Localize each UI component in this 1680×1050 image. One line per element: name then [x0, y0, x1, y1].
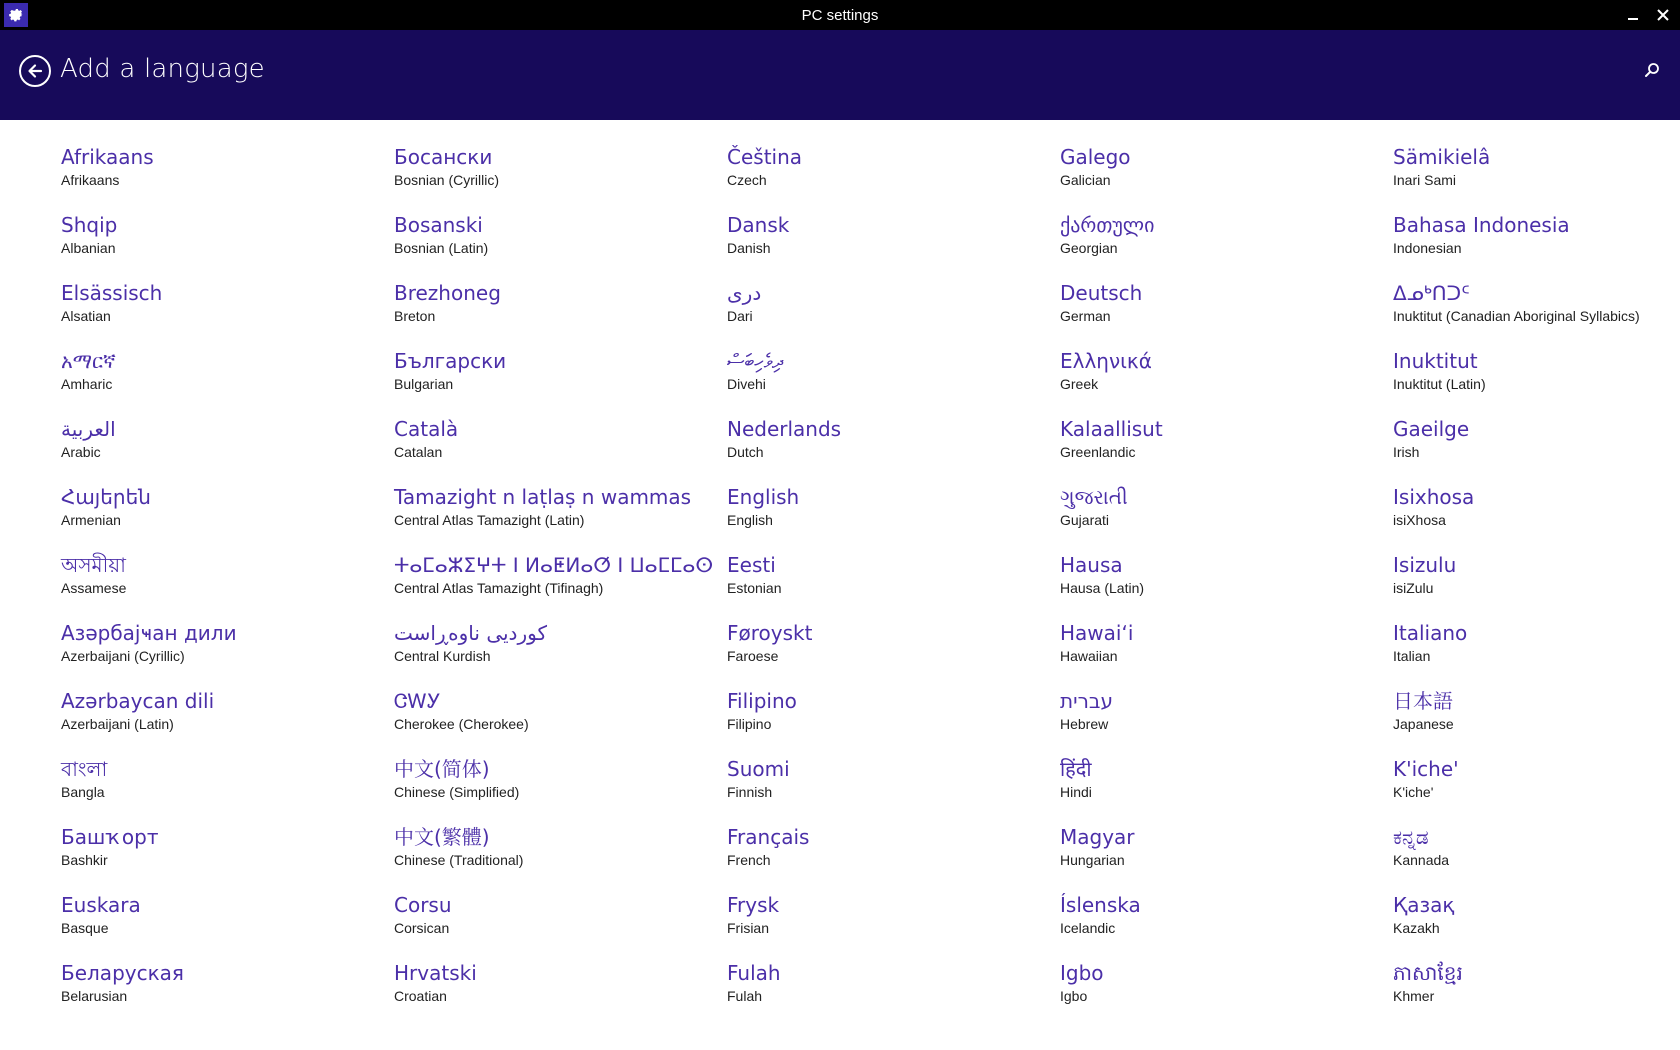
language-english-name: Bashkir — [61, 852, 108, 868]
language-english-name: Icelandic — [1060, 920, 1116, 936]
language-english-name: Chinese (Simplified) — [394, 784, 520, 800]
language-native-name: Isizulu — [1393, 553, 1457, 577]
language-item[interactable] — [727, 552, 1060, 620]
language-item[interactable] — [61, 280, 394, 348]
language-native-name: Азәрбајҹан дили — [61, 621, 237, 645]
language-item[interactable] — [1393, 960, 1680, 1028]
language-native-name: Corsu — [394, 893, 452, 917]
language-native-name: Elsässisch — [61, 281, 163, 305]
language-english-name: Azerbaijani (Cyrillic) — [61, 648, 185, 664]
language-item[interactable] — [1060, 824, 1393, 892]
language-item[interactable] — [394, 960, 727, 1028]
language-english-name: isiXhosa — [1393, 512, 1446, 528]
language-native-name: עברית — [1060, 689, 1113, 713]
language-english-name: Assamese — [61, 580, 127, 596]
language-native-name: Deutsch — [1060, 281, 1143, 305]
language-item[interactable] — [394, 416, 727, 484]
language-english-name: Finnish — [727, 784, 773, 800]
title-bar — [0, 0, 1680, 30]
language-native-name: Brezhoneg — [394, 281, 501, 305]
language-item[interactable] — [1393, 212, 1680, 280]
language-english-name: Faroese — [727, 648, 779, 664]
language-english-name: Kazakh — [1393, 920, 1440, 936]
language-item[interactable] — [1393, 552, 1680, 620]
language-native-name: Bahasa Indonesia — [1393, 213, 1570, 237]
language-item[interactable] — [61, 892, 394, 960]
language-english-name: Fulah — [727, 988, 763, 1004]
language-native-name: Босански — [394, 145, 493, 169]
page-header — [0, 30, 1680, 120]
language-native-name: K'iche' — [1393, 757, 1459, 781]
language-english-name: Arabic — [61, 444, 101, 460]
language-item[interactable] — [394, 484, 727, 552]
language-native-name: हिंदी — [1060, 757, 1092, 781]
language-native-name: Nederlands — [727, 417, 842, 441]
language-item[interactable] — [1060, 688, 1393, 756]
language-item[interactable] — [1060, 280, 1393, 348]
language-item[interactable] — [1060, 552, 1393, 620]
language-english-name: Basque — [61, 920, 109, 936]
window-title: PC settings — [801, 7, 879, 24]
language-native-name: Català — [394, 417, 459, 441]
language-list — [61, 144, 1661, 1024]
language-item[interactable] — [727, 416, 1060, 484]
language-native-name: Հայերեն — [61, 485, 151, 509]
language-item[interactable] — [394, 280, 727, 348]
language-english-name: Filipino — [727, 716, 772, 732]
language-english-name: Hawaiian — [1060, 648, 1118, 664]
language-item[interactable] — [1393, 892, 1680, 960]
language-native-name: Italiano — [1393, 621, 1468, 645]
language-item[interactable] — [1060, 484, 1393, 552]
language-english-name: Amharic — [61, 376, 113, 392]
language-english-name: Central Atlas Tamazight (Tifinagh) — [394, 580, 604, 596]
language-english-name: Bulgarian — [394, 376, 454, 392]
language-native-name: Inuktitut — [1393, 349, 1478, 373]
language-english-name: Catalan — [394, 444, 443, 460]
language-native-name: Қазақ — [1393, 893, 1455, 917]
language-native-name: বাংলা — [61, 757, 108, 781]
language-english-name: Chinese (Traditional) — [394, 852, 524, 868]
language-item[interactable] — [727, 688, 1060, 756]
language-native-name: Frysk — [727, 893, 780, 917]
language-item[interactable] — [727, 960, 1060, 1028]
language-native-name: Isixhosa — [1393, 485, 1475, 509]
language-english-name: Corsican — [394, 920, 450, 936]
back-arrow-icon[interactable] — [19, 55, 51, 87]
language-english-name: Georgian — [1060, 240, 1118, 256]
language-item[interactable] — [1060, 620, 1393, 688]
language-item[interactable] — [1393, 824, 1680, 892]
language-english-name: Dutch — [727, 444, 764, 460]
language-english-name: English — [727, 512, 773, 528]
language-english-name: Belarusian — [61, 988, 128, 1004]
language-native-name: Filipino — [727, 689, 797, 713]
language-native-name: Gaeilge — [1393, 417, 1470, 441]
language-english-name: Estonian — [727, 580, 782, 596]
language-item[interactable] — [1060, 756, 1393, 824]
page-title: Add a language — [60, 54, 265, 84]
language-english-name: Albanian — [61, 240, 116, 256]
language-english-name: Hausa (Latin) — [1060, 580, 1145, 596]
language-native-name: العربية — [61, 417, 116, 441]
language-item[interactable] — [1060, 892, 1393, 960]
language-item[interactable] — [394, 552, 727, 620]
language-native-name: Bosanski — [394, 213, 483, 237]
language-item[interactable] — [727, 620, 1060, 688]
language-item[interactable] — [61, 620, 394, 688]
language-item[interactable] — [1393, 144, 1680, 212]
language-english-name: Italian — [1393, 648, 1431, 664]
language-item[interactable] — [1060, 416, 1393, 484]
language-item[interactable] — [727, 348, 1060, 416]
language-native-name: 中文(简体) — [394, 757, 490, 781]
language-english-name: Czech — [727, 172, 767, 188]
language-native-name: Hausa — [1060, 553, 1123, 577]
language-english-name: Irish — [1393, 444, 1420, 460]
language-native-name: Suomi — [727, 757, 790, 781]
language-native-name: ދިވެހިބަސް — [727, 349, 783, 373]
language-item[interactable] — [727, 484, 1060, 552]
language-item[interactable] — [61, 824, 394, 892]
language-english-name: Central Kurdish — [394, 648, 491, 664]
language-english-name: Central Atlas Tamazight (Latin) — [394, 512, 585, 528]
language-item[interactable] — [727, 144, 1060, 212]
language-english-name: Igbo — [1060, 988, 1088, 1004]
language-native-name: English — [727, 485, 800, 509]
language-item[interactable] — [61, 348, 394, 416]
language-item[interactable] — [61, 552, 394, 620]
language-native-name: Igbo — [1060, 961, 1104, 985]
language-english-name: French — [727, 852, 771, 868]
language-item[interactable] — [727, 280, 1060, 348]
language-native-name: Fulah — [727, 961, 781, 985]
language-item[interactable] — [61, 688, 394, 756]
language-item[interactable] — [727, 212, 1060, 280]
language-native-name: Беларуская — [61, 961, 184, 985]
minimize-icon[interactable] — [1622, 4, 1644, 26]
language-english-name: Hungarian — [1060, 852, 1125, 868]
language-item[interactable] — [394, 688, 727, 756]
language-item[interactable] — [727, 756, 1060, 824]
language-item[interactable] — [1393, 280, 1680, 348]
language-native-name: دری — [727, 281, 762, 305]
language-english-name: Khmer — [1393, 988, 1435, 1004]
language-native-name: ភាសាខ្មែរ — [1393, 961, 1463, 985]
language-english-name: Hindi — [1060, 784, 1092, 800]
language-native-name: Dansk — [727, 213, 790, 237]
language-item[interactable] — [1060, 960, 1393, 1028]
language-english-name: Armenian — [61, 512, 121, 528]
language-item[interactable] — [1393, 688, 1680, 756]
language-native-name: کوردیی ناوەڕاست — [394, 621, 547, 645]
language-english-name: Indonesian — [1393, 240, 1462, 256]
language-english-name: Inuktitut (Latin) — [1393, 376, 1486, 392]
language-english-name: Inuktitut (Canadian Aboriginal Syllabics) — [1393, 308, 1640, 324]
language-native-name: 日本語 — [1393, 689, 1453, 713]
language-item[interactable] — [394, 144, 727, 212]
language-native-name: አማርኛ — [61, 349, 116, 373]
language-item[interactable] — [1393, 756, 1680, 824]
language-native-name: ქართული — [1060, 213, 1155, 237]
language-native-name: Kalaallisut — [1060, 417, 1163, 441]
language-native-name: ಕನ್ನಡ — [1393, 825, 1429, 849]
language-native-name: Eesti — [727, 553, 776, 577]
language-item[interactable] — [61, 756, 394, 824]
language-native-name: Galego — [1060, 145, 1131, 169]
language-english-name: Azerbaijani (Latin) — [61, 716, 174, 732]
language-english-name: Gujarati — [1060, 512, 1110, 528]
language-item[interactable] — [1060, 212, 1393, 280]
language-native-name: ગુજરાતી — [1060, 485, 1128, 509]
search-icon[interactable] — [1640, 58, 1664, 82]
language-english-name: Croatian — [394, 988, 447, 1004]
language-item[interactable] — [1393, 484, 1680, 552]
language-english-name: Greek — [1060, 376, 1099, 392]
language-native-name: Azərbaycan dili — [61, 689, 215, 713]
language-english-name: Afrikaans — [61, 172, 120, 188]
language-native-name: Tamazight n laṭlaṣ n wammas — [394, 485, 692, 509]
language-english-name: German — [1060, 308, 1111, 324]
language-native-name: Íslenska — [1060, 893, 1141, 917]
language-english-name: Greenlandic — [1060, 444, 1136, 460]
language-item[interactable] — [394, 212, 727, 280]
language-native-name: Hrvatski — [394, 961, 477, 985]
language-english-name: Hebrew — [1060, 716, 1109, 732]
language-english-name: Frisian — [727, 920, 770, 936]
language-native-name: Čeština — [727, 145, 803, 169]
language-english-name: Galician — [1060, 172, 1111, 188]
language-english-name: K'iche' — [1393, 784, 1434, 800]
language-item[interactable] — [1393, 416, 1680, 484]
language-native-name: Afrikaans — [61, 145, 154, 169]
language-english-name: Cherokee (Cherokee) — [394, 716, 529, 732]
language-item[interactable] — [727, 824, 1060, 892]
language-item[interactable] — [61, 212, 394, 280]
language-native-name: Føroyskt — [727, 621, 813, 645]
language-item[interactable] — [394, 756, 727, 824]
language-item[interactable] — [61, 484, 394, 552]
language-native-name: ᐃᓄᒃᑎᑐᑦ — [1393, 281, 1470, 305]
language-native-name: Hawaiʻi — [1060, 621, 1134, 645]
language-native-name: 中文(繁體) — [394, 825, 490, 849]
language-native-name: Башҡорт — [61, 825, 159, 849]
language-item[interactable] — [61, 416, 394, 484]
language-english-name: Japanese — [1393, 716, 1454, 732]
language-english-name: Alsatian — [61, 308, 111, 324]
language-item[interactable] — [1393, 348, 1680, 416]
language-native-name: Sämikielâ — [1393, 145, 1491, 169]
language-native-name: Magyar — [1060, 825, 1135, 849]
language-english-name: Divehi — [727, 376, 766, 392]
language-native-name: ⵜⴰⵎⴰⵣⵉⵖⵜ ⵏ ⵍⴰⵟⵍⴰⵚ ⵏ ⵡⴰⵎⵎⴰⵙ — [394, 553, 714, 577]
language-item[interactable] — [1060, 144, 1393, 212]
language-english-name: Kannada — [1393, 852, 1450, 868]
language-item[interactable] — [727, 892, 1060, 960]
language-english-name: Bangla — [61, 784, 105, 800]
language-native-name: Euskara — [61, 893, 141, 917]
language-english-name: Inari Sami — [1393, 172, 1457, 188]
language-item[interactable] — [61, 960, 394, 1028]
language-native-name: Français — [727, 825, 810, 849]
language-item[interactable] — [394, 824, 727, 892]
language-item[interactable] — [394, 892, 727, 960]
language-native-name: অসমীয়া — [61, 553, 126, 577]
language-item[interactable] — [394, 348, 727, 416]
language-english-name: Bosnian (Cyrillic) — [394, 172, 500, 188]
language-english-name: Breton — [394, 308, 436, 324]
language-english-name: Bosnian (Latin) — [394, 240, 489, 256]
language-item[interactable] — [1060, 348, 1393, 416]
language-native-name: Shqip — [61, 213, 118, 237]
language-english-name: isiZulu — [1393, 580, 1434, 596]
language-english-name: Dari — [727, 308, 753, 324]
language-item[interactable] — [394, 620, 727, 688]
language-english-name: Danish — [727, 240, 771, 256]
language-native-name: Ελληνικά — [1060, 349, 1152, 373]
language-native-name: ᏣᎳᎩ — [394, 689, 441, 713]
language-item[interactable] — [61, 144, 394, 212]
language-item[interactable] — [1393, 620, 1680, 688]
language-native-name: Български — [394, 349, 507, 373]
close-icon[interactable] — [1652, 4, 1674, 26]
